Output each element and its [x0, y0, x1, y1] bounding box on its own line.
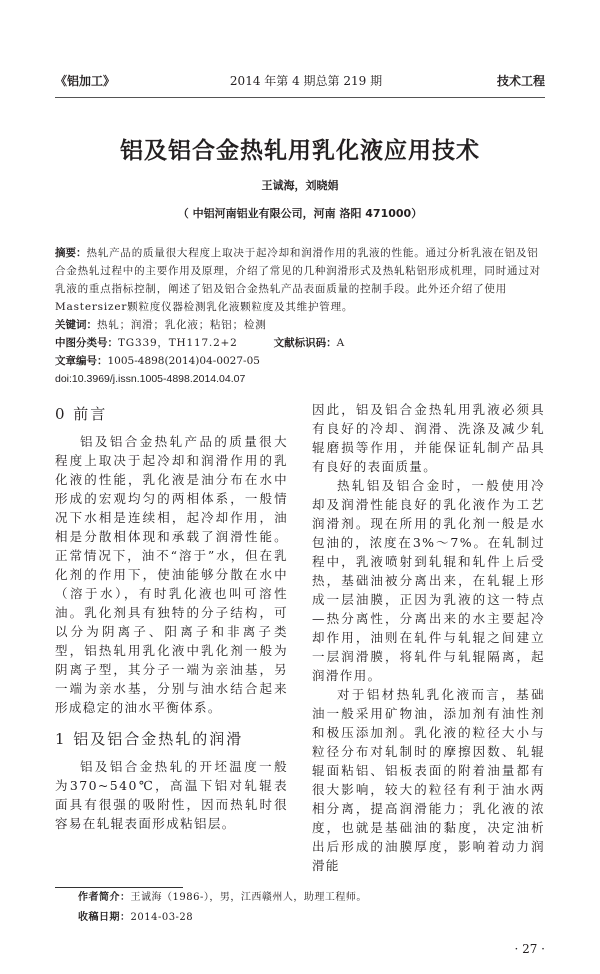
page [55, 0, 545, 974]
abstract-text: 热轧产品的质量很大程度上取决于起冷却和润滑作用的乳液的性能。通过分析乳液在铝及铝合金热轧过程中的主要作用及原理，介绍了常见的几种润滑形式及热轧粘铝形成机理，同时通过对乳液的重点指标控制，阐述了铝及铝合金热轧产品表面质量的控制手段。此外还介绍了使用Mastersizer颗粒度仪器检测乳化液颗粒度及其维护管理。 [55, 247, 541, 313]
author-bio-label: 作者简介： [78, 892, 131, 903]
abstract-label: 摘要： [55, 247, 87, 259]
doc-code-label: 文献标识码： [273, 337, 337, 349]
classification-label: 中图分类号： [55, 337, 118, 349]
doi: doi:10.3969/j.issn.1005-4898.2014.04.07 [55, 373, 246, 385]
classification [55, 334, 238, 352]
author-bio [78, 888, 545, 908]
paragraph: 因此，铝及铝合金热轧用乳液必须具有良好的冷却、润滑、洗涤及减少轧辊磨损等作用，并能保证轧制产品具有良好的表面质量。 [312, 402, 545, 474]
right-column [312, 400, 545, 875]
page-number: · 27 · [514, 942, 545, 956]
paper-title: 铝及铝合金热轧用乳化液应用技术 [120, 137, 480, 164]
section-heading-1: 1 铝及铝合金热轧的润滑 [55, 730, 244, 748]
received-date-label: 收稿日期： [78, 912, 131, 923]
body-columns [55, 400, 545, 875]
received-date-text: 2014-03-28 [130, 912, 194, 923]
paragraph: 对于铝材热轧乳化液而言，基础油一般采用矿物油，添加剂有油性剂和极压添加剂。乳化液的粒径大小与粒径分布对轧制时的摩擦因数、轧辊辊面粘铝、铝板表面的附着油量都有很大影响，较大的粒径有利于油水两相分离，提高润滑能力；乳化液的浓度，也就是基础油的黏度，决定油析出后形成的油膜厚度，影响着动力润滑能 [312, 687, 545, 873]
article-number [55, 352, 260, 370]
keywords [55, 316, 545, 334]
classification-text: TG339，TH117.2+2 [118, 337, 238, 349]
journal-name: 《铝加工》 [55, 74, 116, 88]
affiliation: （ 中铝河南铝业有限公司，河南 洛阳 471000） [177, 207, 423, 220]
keywords-label: 关键词： [55, 319, 97, 331]
section-name: 技术工程 [496, 74, 545, 88]
paragraph: 铝及铝合金热轧的开坯温度一般为370~540℃，高温下铝对轧辊表面具有很强的吸附性，因而热轧时很容易在轧辊表面形成粘铝层。 [55, 759, 288, 831]
paragraph: 铝及铝合金热轧产品的质量很大程度上取决于起冷却和润滑作用的乳化液的性能，乳化液是油分布在水中形成的宏观均匀的两相体系，一般情况下水相是连续相，起冷却作用，油相是分散相体现和承载了润滑性能。正常情况下，油不“溶于”水，但在乳化剂的作用下，使油能够分散在水中（溶于水），有时乳化液也叫可溶性油。乳化剂具有独特的分子结构，可以分为阴离子、阳离子和非离子类型，铝热轧用乳化液中乳化剂一般为阴离子型，其分子一端为亲油基，另一端为亲水基，分别与油水结合起来形成稳定的油水平衡体系。 [55, 434, 288, 715]
doc-code-text: A [336, 337, 346, 349]
received-date [78, 908, 545, 928]
doc-code [274, 334, 345, 352]
keywords-text: 热轧；润滑；乳化液；粘铝；检测 [97, 319, 267, 331]
issue-info: 2014 年第 4 期总第 219 期 [229, 74, 383, 88]
left-column [55, 400, 288, 833]
article-metadata [55, 244, 545, 388]
classification-line [55, 334, 545, 370]
section-heading-0: 0 前言 [55, 405, 108, 423]
running-header [55, 64, 545, 98]
paragraph: 热轧铝及铝合金时，一般使用冷却及润滑性能良好的乳化液作为工艺润滑剂。现在所用的乳化剂一般是水包油的，浓度在3%～7%。在轧制过程中，乳液喷射到轧辊和轧件上后受热，基础油被分离出来，在轧辊上形成一层油膜，正因为乳液的这一特点—热分离性，分离出来的水主要起冷却作用，油则在轧件与轧辊之间建立一层润滑膜，将轧件与轧辊隔离，起润滑作用。 [312, 478, 545, 683]
authors: 王诚海，刘晓娟 [261, 179, 339, 192]
article-number-text: 1005-4898(2014)04-0027-05 [107, 355, 260, 367]
author-bio-text: 王诚海（1986-），男，江西赣州人，助理工程师。 [130, 892, 367, 903]
abstract [55, 244, 545, 316]
article-number-label: 文章编号： [55, 355, 108, 367]
